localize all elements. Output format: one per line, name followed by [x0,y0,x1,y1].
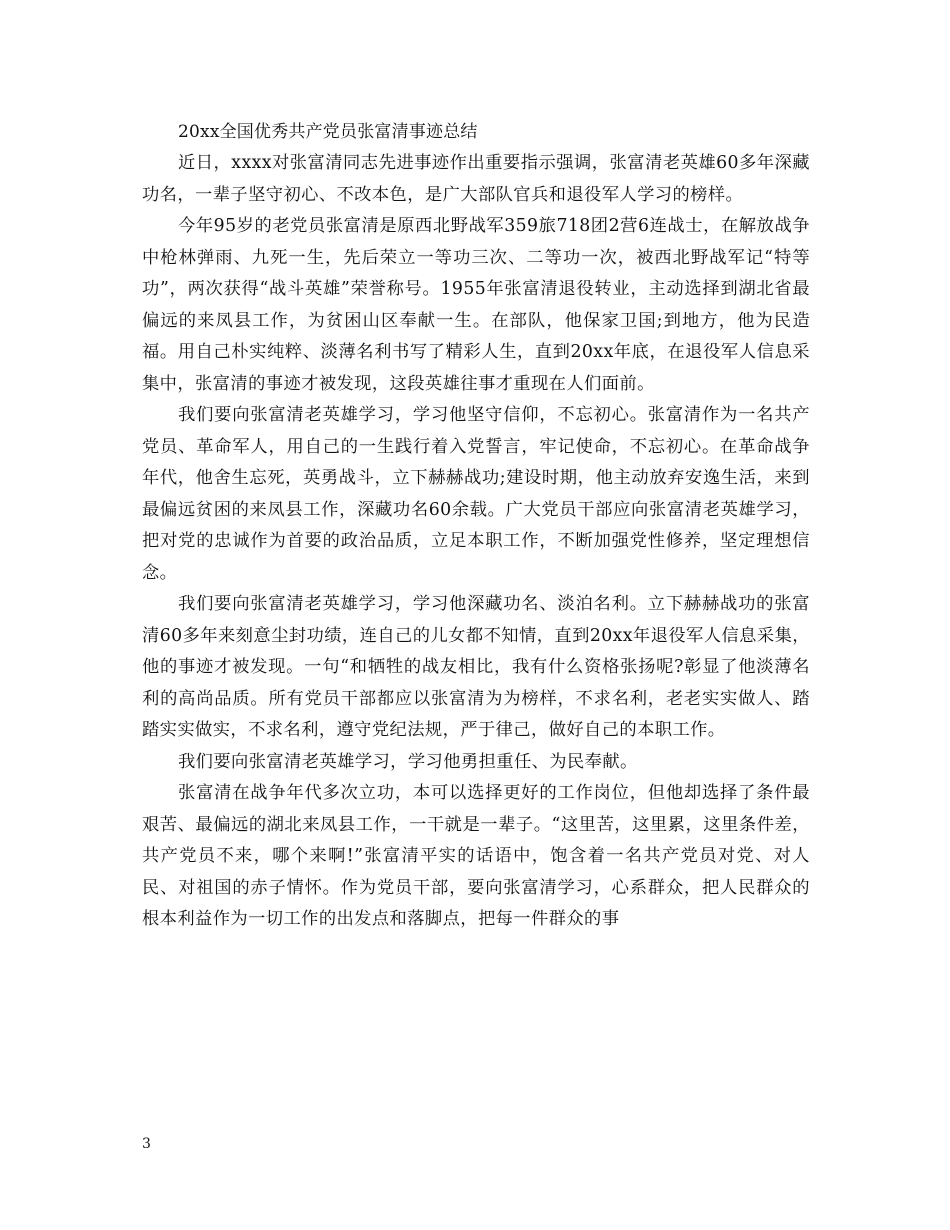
paragraph-3: 我们要向张富清老英雄学习，学习他坚守信仰，不忘初心。张富清作为一名共产党员、革命军人，用自己的一生践行着入党誓言，牢记使命，不忘初心。在革命战争年代，他舍生忘死，英勇战斗，立下赫赫战功;建设时期，他主动放弃安逸生活，来到最偏远贫困的来凤县工作，深藏功名60余载。广大党员干部应向张富清老英雄学习，把对党的忠诚作为首要的政治品质，立足本职工作，不断加强党性修养，坚定理想信念。 [142,405,810,583]
paragraph-5: 我们要向张富清老英雄学习，学习他勇担重任、为民奉献。 [178,751,638,772]
page-number: 3 [142,1136,151,1152]
paragraph-6: 张富清在战争年代多次立功，本可以选择更好的工作岗位，但他却选择了条件最艰苦、最偏远的湖北来凤县工作，一干就是一辈子。“这里苦，这里累，这里条件差，共产党员不来，哪个来啊!”张富清平实的话语中，饱含着一名共产党员对党、对人民、对祖国的赤子情怀。作为党员干部，要向张富清学习，心系群众，把人民群众的根本利益作为一切工作的出发点和落脚点，把每一件群众的事 [142,783,810,929]
document-title: 20xx全国优秀共产党员张富清事迹总结 [178,122,478,142]
document-body [142,117,810,936]
paragraph-4: 我们要向张富清老英雄学习，学习他深藏功名、淡泊名利。立下赫赫战功的张富清60多年来刻意尘封功绩，连自己的儿女都不知情，直到20xx年退役军人信息采集，他的事迹才被发现。一句“和牺牲的战友相比，我有什么资格张扬呢?彰显了他淡薄名利的高尚品质。所有党员干部都应以张富清为为榜样，不求名利，老老实实做人、踏踏实实做实，不求名利，遵守党纪法规，严于律己，做好自己的本职工作。 [142,594,810,740]
paragraph-1: 近日，xxxx对张富清同志先进事迹作出重要指示强调，张富清老英雄60多年深藏功名，一辈子坚守初心、不改本色，是广大部队官兵和退役军人学习的榜样。 [142,153,810,205]
paragraph-2: 今年95岁的老党员张富清是原西北野战军359旅718团2营6连战士，在解放战争中枪林弹雨、九死一生，先后荣立一等功三次、二等功一次，被西北野战军记“特等功”，两次获得“战斗英雄”荣誉称号。1955年张富清退役转业，主动选择到湖北省最偏远的来凤县工作，为贫困山区奉献一生。在部队，他保家卫国;到地方，他为民造福。用自己朴实纯粹、淡薄名利书写了精彩人生，直到20xx年底，在退役军人信息采集中，张富清的事迹才被发现，这段英雄往事才重现在人们面前。 [142,216,810,394]
